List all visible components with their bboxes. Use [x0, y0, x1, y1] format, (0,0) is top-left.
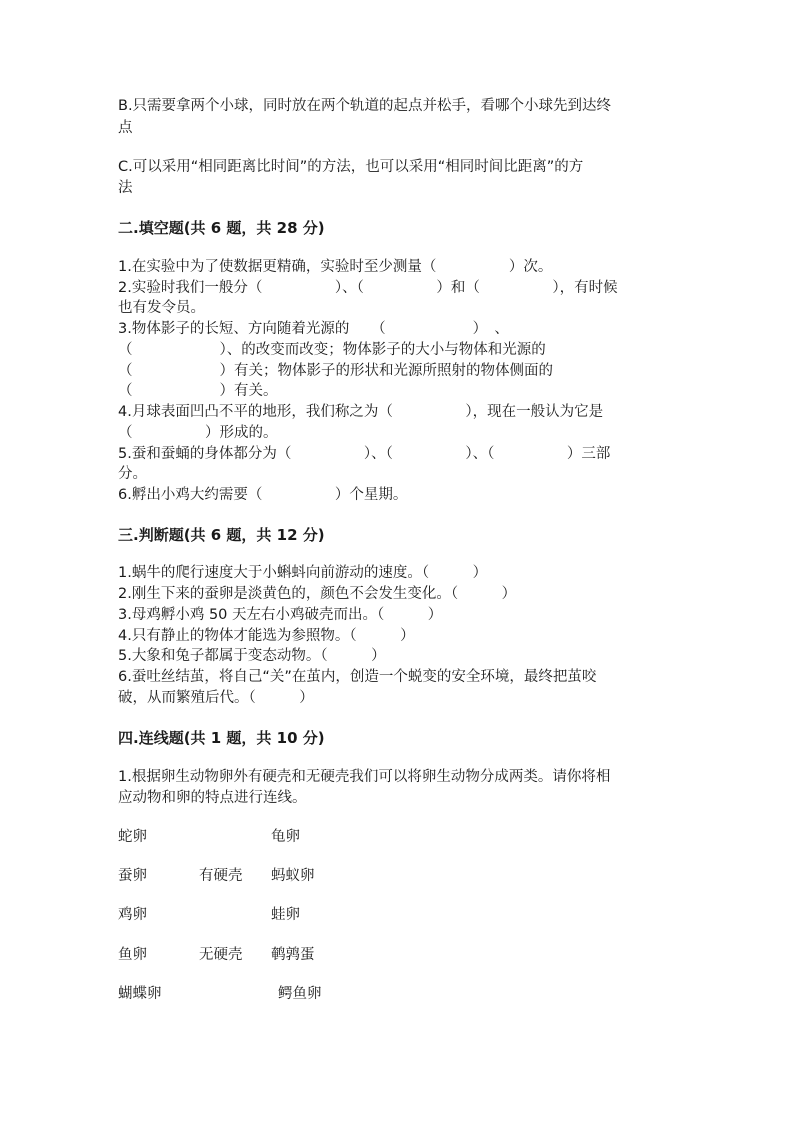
section-3-line: 破，从而繁殖后代。（ ） [118, 690, 314, 706]
match-right-item: 龟卵 [271, 829, 300, 845]
section-4-heading: 四.连线题(共 1 题，共 10 分) [118, 729, 325, 747]
match-left-item: 鱼卵 [118, 947, 147, 963]
option-c-line-1: C.可以采用“相同距离比时间”的方法，也可以采用“相同时间比距离”的方 [118, 159, 584, 175]
section-2-line: （ ）有关；物体影子的形状和光源所照射的物体侧面的 [118, 363, 553, 379]
section-2-heading: 二.填空题(共 6 题，共 28 分) [118, 219, 325, 237]
section-3-line: 1.蜗牛的爬行速度大于小蝌蚪向前游动的速度。（ ） [118, 565, 488, 581]
match-left-item: 鸡卵 [118, 907, 147, 923]
match-left-item: 蝴蝶卵 [118, 986, 162, 1002]
match-right-item: 鹌鹑蛋 [271, 947, 315, 963]
option-c-line-2: 法 [118, 180, 133, 196]
section-2-line: 6.孵出小鸡大约需要（ ）个星期。 [118, 487, 408, 503]
section-4-line: 应动物和卵的特点进行连线。 [118, 790, 307, 806]
match-left-item: 蛇卵 [118, 829, 147, 845]
match-middle-item: 有硬壳 [199, 868, 243, 884]
option-b-line-2: 点 [118, 120, 133, 136]
section-4-line: 1.根据卵生动物卵外有硬壳和无硬壳我们可以将卵生动物分成两类。请你将相 [118, 769, 611, 785]
section-2-line: 3.物体影子的长短、方向随着光源的 （ ） 、 [118, 321, 509, 337]
section-3-line: 5.大象和兔子都属于变态动物。（ ） [118, 648, 386, 664]
match-right-item: 蛙卵 [271, 907, 300, 923]
section-2-line: 5.蚕和蚕蛹的身体都分为（ ）、（ ）、（ ）三部 [118, 446, 611, 462]
section-2-line: （ ）有关。 [118, 383, 278, 399]
section-2-line: 2.实验时我们一般分（ ）、（ ）和（ ），有时候 [118, 280, 618, 296]
match-right-item: 鳄鱼卵 [278, 986, 322, 1002]
match-right-item: 蚂蚁卵 [271, 868, 315, 884]
match-middle-item: 无硬壳 [199, 947, 243, 963]
section-2-line: （ ）形成的。 [118, 425, 278, 441]
section-2-line: 分。 [118, 466, 147, 482]
section-3-line: 6.蚕吐丝结茧，将自己“关”在茧内，创造一个蜕变的安全环境，最终把茧咬 [118, 669, 597, 685]
section-3-line: 4.只有静止的物体才能选为参照物。（ ） [118, 628, 415, 644]
section-3-heading: 三.判断题(共 6 题，共 12 分) [118, 526, 325, 544]
section-2-line: 也有发令员。 [118, 300, 205, 316]
option-b-line-1: B.只需要拿两个小球，同时放在两个轨道的起点并松手，看哪个小球先到达终 [118, 98, 612, 114]
section-3-line: 2.刚生下来的蚕卵是淡黄色的，颜色不会发生变化。（ ） [118, 586, 517, 602]
section-2-line: 4.月球表面凹凸不平的地形，我们称之为（ ），现在一般认为它是 [118, 404, 604, 420]
section-3-line: 3.母鸡孵小鸡 50 天左右小鸡破壳而出。（ ） [118, 607, 443, 623]
section-2-line: 1.在实验中为了使数据更精确，实验时至少测量（ ）次。 [118, 259, 553, 275]
section-2-line: （ ）、的改变而改变；物体影子的大小与物体和光源的 [118, 342, 546, 358]
match-left-item: 蚕卵 [118, 868, 147, 884]
